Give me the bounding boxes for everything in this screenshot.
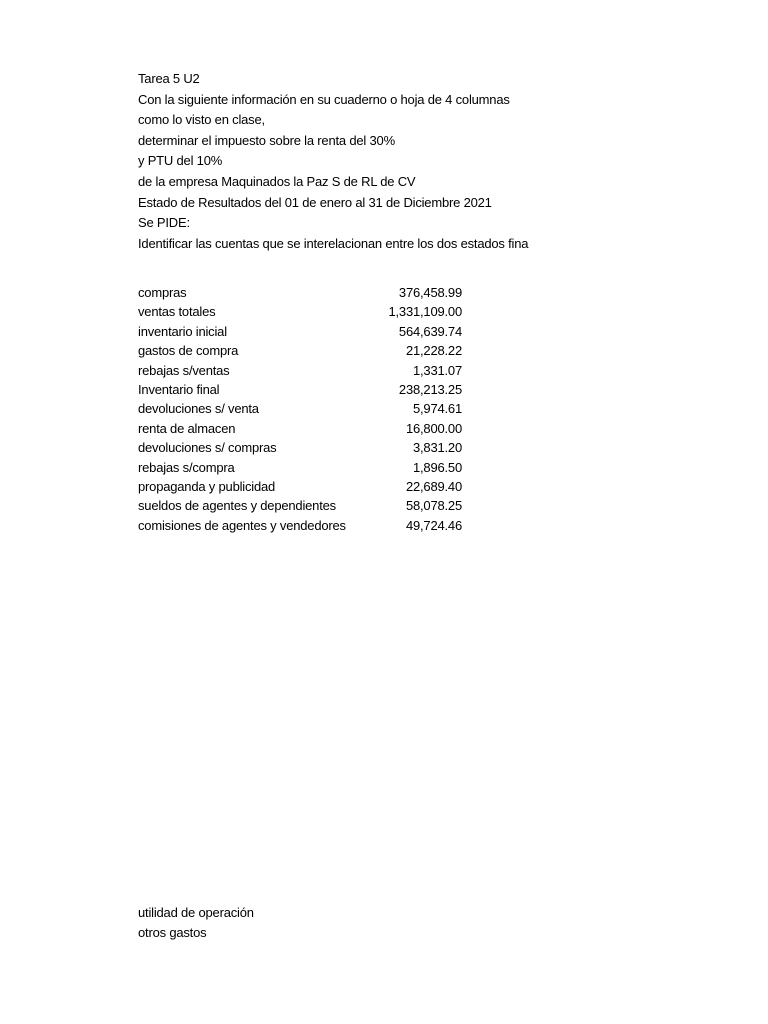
requirement-heading: Se PIDE: — [138, 215, 190, 231]
account-label: rebajas s/compra — [138, 459, 235, 475]
account-label: devoluciones s/ venta — [138, 401, 259, 417]
company-line: de la empresa Maquinados la Paz S de RL de CV — [138, 173, 416, 189]
account-label: renta de almacen — [138, 420, 236, 436]
account-label: comisiones de agentes y vendedores — [138, 517, 346, 533]
account-value: 564,639.74 — [398, 323, 462, 339]
account-value: 49,724.46 — [405, 517, 462, 533]
account-label: inventario inicial — [138, 323, 227, 339]
table-row — [138, 380, 468, 399]
operating-profit-label: utilidad de operación — [138, 905, 254, 920]
instruction-line: determinar el impuesto sobre la renta del 30% — [138, 132, 395, 148]
statement-period-line: Estado de Resultados del 01 de enero al 31 de Diciembre 2021 — [138, 194, 492, 210]
table-row — [138, 516, 468, 535]
instruction-line: como lo visto en clase, — [138, 112, 265, 128]
account-label: sueldos de agentes y dependientes — [138, 498, 336, 514]
table-row — [138, 458, 468, 477]
account-value: 1,331,109.00 — [388, 304, 462, 320]
account-value: 238,213.25 — [398, 381, 462, 397]
account-value: 22,689.40 — [405, 478, 462, 494]
account-value: 5,974.61 — [412, 401, 462, 417]
account-value: 3,831.20 — [412, 440, 462, 456]
table-row — [138, 341, 468, 360]
account-label: devoluciones s/ compras — [138, 440, 277, 456]
instruction-line: Con la siguiente información en su cuaderno o hoja de 4 columnas — [138, 91, 510, 107]
account-label: propaganda y publicidad — [138, 478, 276, 494]
account-value: 16,800.00 — [405, 420, 462, 436]
table-row — [138, 496, 468, 515]
account-label: rebajas s/ventas — [138, 362, 230, 378]
summary-labels — [138, 903, 254, 943]
instruction-line: y PTU del 10% — [138, 153, 223, 169]
table-row — [138, 419, 468, 438]
table-row — [138, 322, 468, 341]
account-label: gastos de compra — [138, 343, 239, 359]
assignment-instructions — [138, 69, 534, 254]
table-row — [138, 399, 468, 418]
table-row — [138, 302, 468, 321]
table-row — [138, 283, 468, 302]
assignment-title: Tarea 5 U2 — [138, 71, 200, 86]
requirement-line: Identificar las cuentas que se interelacionan entre los dos estados fina — [138, 235, 529, 251]
account-value: 1,331.07 — [412, 362, 462, 378]
account-label: ventas totales — [138, 304, 216, 320]
other-expenses-label: otros gastos — [138, 925, 207, 940]
table-row — [138, 477, 468, 496]
account-value: 376,458.99 — [398, 285, 462, 300]
account-value: 21,228.22 — [405, 343, 462, 359]
accounts-table — [138, 283, 468, 535]
table-row — [138, 361, 468, 380]
account-label: Inventario final — [138, 381, 220, 397]
table-row — [138, 438, 468, 457]
account-value: 58,078.25 — [405, 498, 462, 514]
account-label: compras — [138, 285, 187, 300]
account-value: 1,896.50 — [412, 459, 462, 475]
